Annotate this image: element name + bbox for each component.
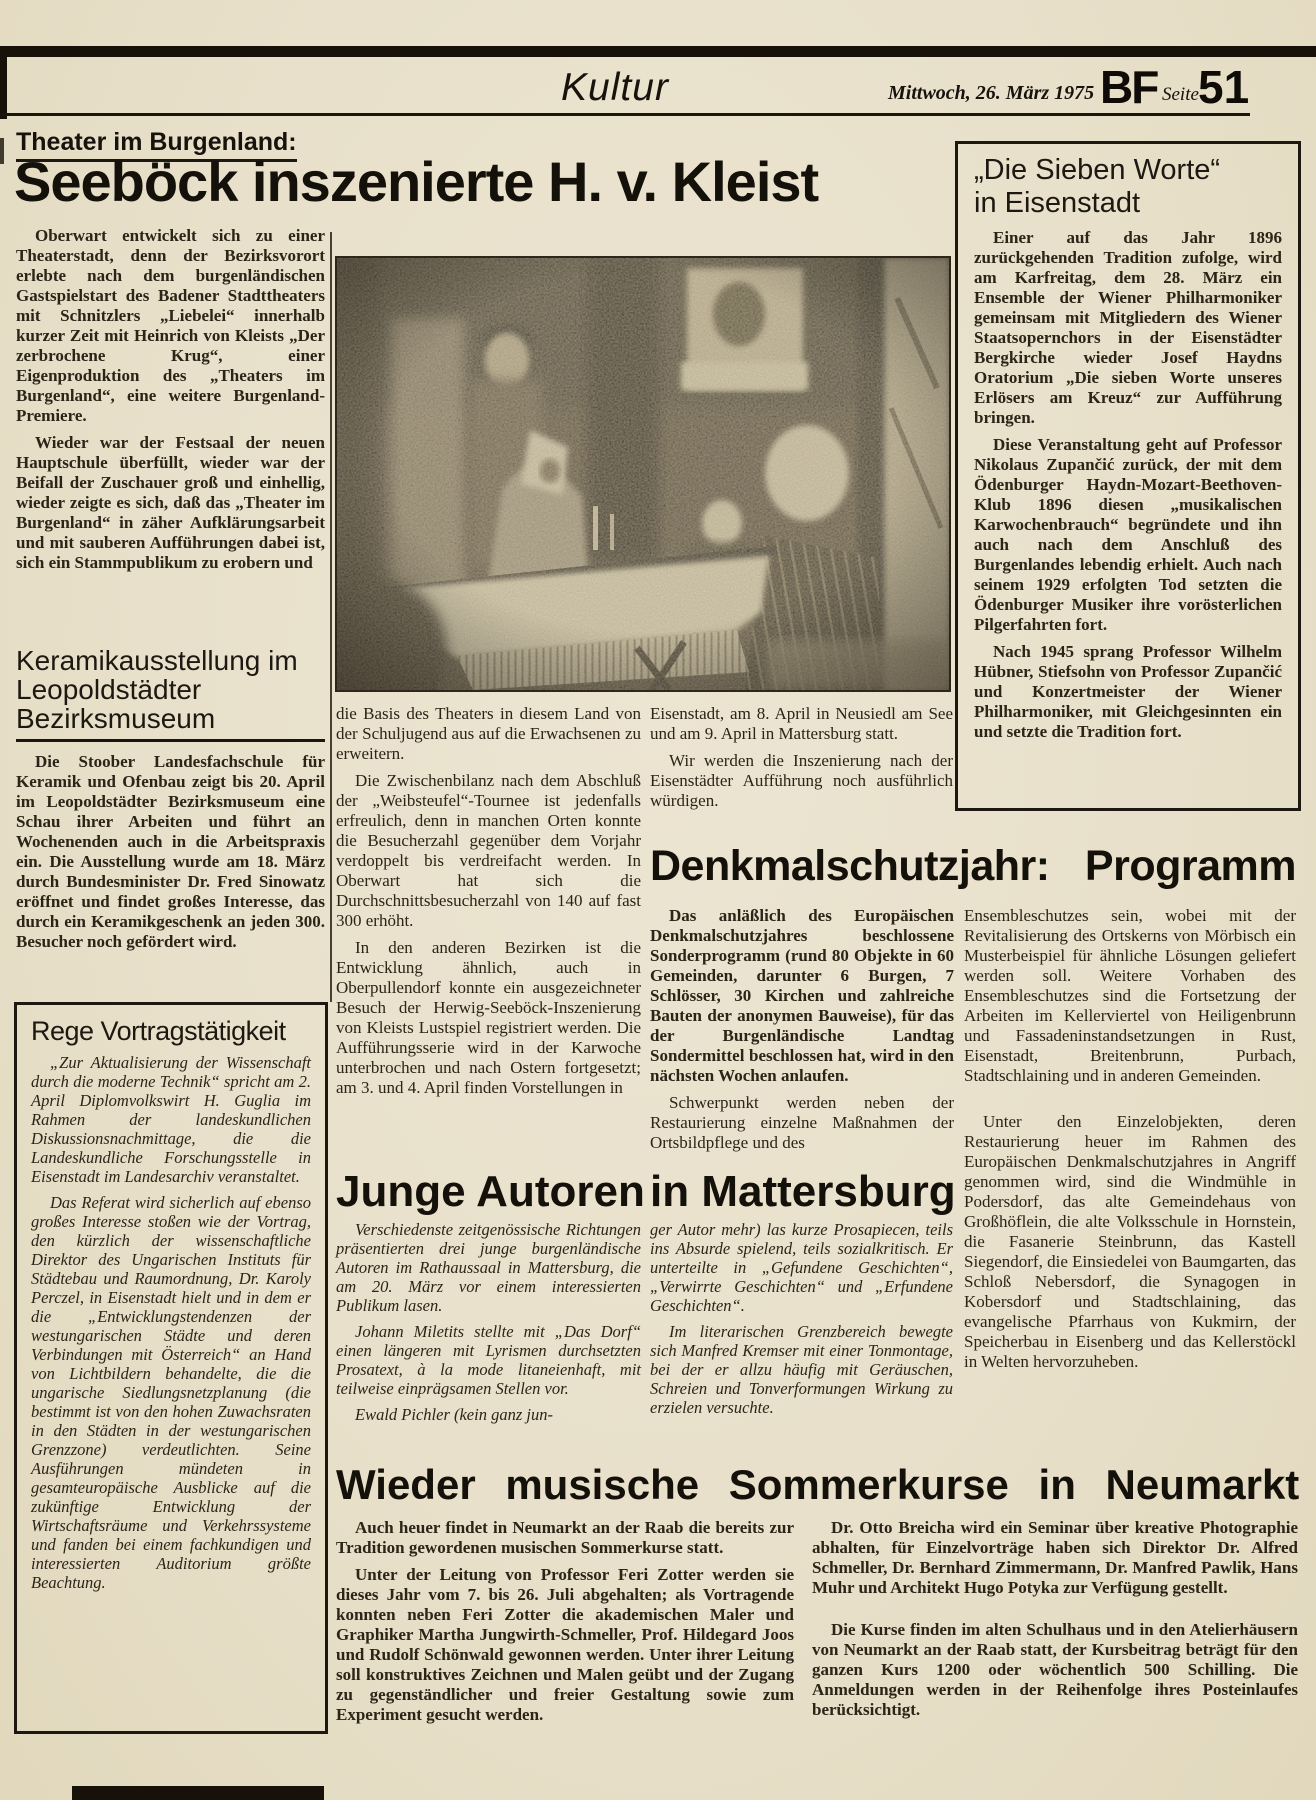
article-paragraph: die Basis des Theaters in diesem Land von der Schuljugend aus auf die Erwachsenen zu erweitern.	[336, 704, 641, 763]
article-paragraph: Oberwart entwickelt sich zu einer Theaterstadt, denn der Bezirksvorort erlebte nach dem burgenländischen Gastspielstart des Badener Stadttheaters mit Schnitzlers „Liebelei“ innerhalb kurzer Zeit mit Heinrich von Kleists „Der zerbrochene Krug“, einer Eigenproduktion des „Theaters im Burgenland“, eine weitere Burgenland-Premiere.	[16, 226, 325, 425]
article-paragraph: Die Zwischenbilanz nach dem Abschluß der „Weibsteufel“-Tournee ist jedenfalls erfreulich, denn in manchen Orten konnte die Besucherzahl gegenüber dem Vorjahr verdoppelt bis verdreifacht werden. In Oberwart hat sich die Durchschnittsbesucherzahl von 140 auf fast 300 erhöht.	[336, 771, 641, 930]
header-rule	[0, 113, 1250, 116]
lead-column-1	[16, 226, 325, 580]
sommerkurse-headline: Wieder musische Sommerkurse in Neumarkt	[336, 1461, 1300, 1508]
vortrag-title: Rege Vortragstätigkeit	[31, 1016, 286, 1046]
denkmal-headline	[650, 842, 1296, 890]
sommerkurse-column-b	[812, 1518, 1298, 1727]
lead-kicker: Theater im Burgenland:	[16, 128, 297, 162]
denkmal-column-a	[650, 906, 954, 1160]
header-date: Mittwoch, 26. März 1975	[888, 82, 1095, 104]
article-paragraph: Auch heuer findet in Neumarkt an der Raab die bereits zur Tradition gewordenen musischen Sommerkurse statt.	[336, 1518, 794, 1557]
article-paragraph: In den anderen Bezirken ist die Entwicklung ähnlich, auch in Oberpullendorf konnte ein ausgezeichneter Besuch der Herwig-Seeböck-Inszenierung von Kleists Lustspiel registriert werden. Die Aufführungsserie wird in der Karwoche unterbrochen und nach Ostern fortgesetzt; am 3. und 4. April finden Vorstellungen in	[336, 938, 641, 1097]
keramik-title-line: Bezirksmuseum	[16, 703, 216, 734]
lead-column-2	[336, 704, 641, 1105]
keramik-title-line: Leopoldstädter	[16, 674, 202, 705]
bottom-print-bar	[72, 1786, 324, 1800]
sommerkurse-column-a	[336, 1518, 794, 1732]
lead-column-3	[650, 704, 953, 818]
keramik-section	[16, 646, 325, 959]
left-edge-mark-2	[0, 138, 4, 164]
article-paragraph: Wieder war der Festsaal der neuen Hauptschule überfüllt, wieder war der Beifall der Zuschauer groß und einhellig, wieder zeigte es sich, daß das „Theater im Burgenland“ in zäher Aufklärungsarbeit und mit sauberen Aufführungen dabei ist, sich ein Stammpublikum zu erobern und	[16, 433, 325, 572]
article-paragraph: Verschiedenste zeitgenössische Richtungen präsentierten drei junge burgenländische Autoren im Rathaussaal in Mattersburg, die am 20. März vor einem interessierten Publikum lasen.	[336, 1220, 641, 1315]
article-paragraph: Diese Veranstaltung geht auf Professor Nikolaus Zupančić zurück, der mit dem Ödenburger Haydn-Mozart-Beethoven-Klub 1896 diesen „musikalischen Karwochenbrauch“ begründete und ihn auch nach dem Anschluß des Burgenlandes lebendig erhielt. Auch nach seinem 1929 erfolgten Tod setzten die Ödenburger Musiker ihre vorösterlichen Pilgerfahrten fort.	[974, 435, 1282, 634]
sieben-worte-title-line1: „Die Sieben Worte“	[974, 154, 1221, 186]
lead-headline: Seeböck inszenierte H. v. Kleist	[14, 150, 819, 213]
sieben-worte-box	[955, 141, 1301, 811]
section-title: Kultur	[561, 66, 669, 109]
denkmal-headline-right: Programm	[1084, 842, 1296, 890]
theater-scene-illustration	[337, 258, 949, 690]
article-paragraph: Wir werden die Inszenierung nach der Eisenstädter Aufführung noch ausführlich würdigen.	[650, 751, 953, 810]
article-paragraph: Die Stoober Landesfachschule für Keramik und Ofenbau zeigt bis 20. April im Leopoldstädter Bezirksmuseum eine Schau ihrer Arbeiten und führt an Wochenenden auch in die Arbeitspraxis ein. Die Ausstellung wurde am 18. März durch Bundesminister Dr. Fred Sinowatz eröffnet und findet großes Interesse, das durch ein Keramikgeschenk an jeden 300. Besucher noch gefördert wird.	[16, 752, 325, 951]
autoren-headline-left: Junge Autoren	[336, 1167, 645, 1216]
keramik-body	[16, 752, 325, 952]
autoren-column-b	[650, 1220, 953, 1424]
sieben-worte-body	[974, 228, 1282, 742]
article-paragraph: Eisenstadt, am 8. April in Neusiedl am See und am 9. April in Mattersburg statt.	[650, 704, 953, 743]
page-number: 51	[1198, 61, 1250, 113]
autoren-headline-right: in Mattersburg	[650, 1167, 956, 1216]
article-paragraph: „Zur Aktualisierung der Wissenschaft durch die moderne Technik“ spricht am 2. April Diplomvolkswirt H. Guglia im Rahmen der landeskundlichen Diskussionsnachmittage, die die Landeskundliche Forschungsstelle in Eisenstadt im Landesarchiv veranstaltet.	[31, 1053, 311, 1186]
keramik-title-rule	[16, 739, 325, 742]
article-paragraph: Unter den Einzelobjekten, deren Restaurierung heuer im Rahmen des Europäischen Denkmalschutzjahres in Angriff genommen wird, sind die Windmühle in Podersdorf, das alte Gemeindehaus von Großhöflein, die alte Volksschule in Hornstein, die Fasanerie Steinbrunn, das Kastell Siegendorf, die Einsiedelei von Baumgarten, das Schloß Nebersdorf, die Synagogen in Kobersdorf und Stadtschlaining, das evangelische Pfarrhaus von Kukmirn, der Speicherbau in Eisenberg und das Kellerstöckl in Welten hervorzuheben.	[964, 1112, 1296, 1371]
top-print-bar	[0, 46, 1316, 57]
article-paragraph: Ewald Pichler (kein ganz jun-	[355, 1405, 553, 1424]
article-paragraph: ger Autor mehr) las kurze Prosapiecen, teils ins Absurde spielend, teils sozialkritisch. Er unterteilte in „Gefundene Geschichten“, „Verwirrte Geschichten“ und „Erfundene Geschichten“.	[650, 1220, 953, 1315]
page-label: Seite	[1162, 84, 1199, 105]
article-paragraph: Ensembleschutzes sein, wobei mit der Revitalisierung des Ortskerns von Mörbisch ein Musterbeispiel für ähnliche Lösungen geliefert werden soll. Weitere Vorhaben des Ensembleschutzes sind die Fortsetzung der Arbeiten im Kellerviertel von Heiligenbrunn und Fassadeninstandsetzungen in Rust, Eisenstadt, Breitenbrunn, Purbach, Stadtschlaining und in anderen Gemeinden.	[964, 906, 1296, 1085]
bf-logo: BF	[1100, 61, 1158, 113]
vortrag-body	[31, 1053, 311, 1592]
denkmal-column-b	[964, 906, 1296, 1379]
article-paragraph: Im literarischen Grenzbereich bewegte sich Manfred Kremser mit einer Tonmontage, bei der er allzu häufig mit Geräuschen, Schreien und Tonverformungen Wirkung zu erzielen versuchte.	[650, 1322, 953, 1417]
article-paragraph: Einer auf das Jahr 1896 zurückgehenden Tradition zufolge, wird am Karfreitag, dem 28. März ein Ensemble der Wiener Philharmoniker gemeinsam mit Mitgliedern des Wiener Staatsopernchors in der Eisenstädter Bergkirche wieder Josef Haydns Oratorium „Die sieben Worte unseres Erlösers am Kreuz“ zur Aufführung bringen.	[974, 228, 1282, 427]
denkmal-headline-left: Denkmalschutzjahr:	[650, 842, 1050, 890]
sieben-worte-title-line2: in Eisenstadt	[974, 187, 1141, 219]
article-paragraph: Die Kurse finden im alten Schulhaus und in den Atelierhäusern von Neumarkt an der Raab statt, der Kursbeitrag beträgt für den ganzen Kurs 1200 oder wöchentlich 500 Schilling. Die Anmeldungen werden in der Reihenfolge ihres Posteinlaufes berücksichtigt.	[812, 1620, 1298, 1719]
article-photo	[335, 256, 951, 692]
column-divider	[330, 232, 332, 1002]
article-paragraph: Dr. Otto Breicha wird ein Seminar über kreative Photographie abhalten, für Einzelvorträge haben sich Direktor Dr. Alfred Schmeller, Dr. Bernhard Zimmermann, Dr. Manfred Pawlik, Hans Muhr und Architekt Hugo Potyka zur Verfügung gestellt.	[812, 1518, 1298, 1597]
article-paragraph: Das anläßlich des Europäischen Denkmalschutzjahres beschlossene Sonderprogramm (rund 80 Objekte in 60 Gemeinden, darunter 6 Burgen, 7 Schlösser, 30 Kirchen und zahlreiche Bauten der anonymen Bauweise), für das der Burgenländische Landtag Sondermittel beschlossen hat, wird in den nächsten Wochen anlaufen.	[650, 906, 954, 1085]
article-paragraph: Das Referat wird sicherlich auf ebenso großes Interesse stoßen wie der Vortrag, den kürzlich der wissenschaftliche Direktor des Ungarischen Instituts für Städtebau und Raumordnung, Dr. Karoly Perczel, in Eisenstadt hielt und in dem er die „Entwicklungstendenzen der westungarischen Städte und deren Verbindungen mit Österreich“ an Hand von Lichtbildern behandelte, die die ungarische Siedlungsnetzplanung (die bestimmt ist von den hohen Zuwachsraten in den Städten in der westungarischen Grenzzone) verdeutlichten. Seine Ausführungen mündeten in gesamteuropäische Ausblicke auf die zukünftige Entwicklung der Wirtschaftsräume und Verkehrssysteme und fanden bei einem fachkundigen und interessierten Auditorium größte Beachtung.	[31, 1193, 311, 1592]
left-edge-mark	[0, 57, 7, 119]
article-paragraph: Nach 1945 sprang Professor Wilhelm Hübner, Stiefsohn von Professor Zupančić und Konzertmeister der Wiener Philharmoniker, mit Gleichgesinnten ein und setzte die Tradition fort.	[974, 642, 1282, 741]
article-paragraph: Unter der Leitung von Professor Feri Zotter werden sie dieses Jahr vom 7. bis 26. Juli abgehalten; als Vortragende konnten neben Feri Zotter die akademischen Maler und Graphiker Martha Jungwirth-Schmeller, Prof. Hildegard Joos und Rudolf Schönwald gewonnen werden. Unter ihrer Leitung soll konstruktives Zeichnen und Malen geübt und der Zugang zu gegenständlicher und freier Gestaltung sowie zum Experiment gesucht werden.	[336, 1565, 794, 1724]
autoren-column-a	[336, 1220, 641, 1431]
keramik-title-line: Keramikausstellung im	[16, 645, 298, 676]
vortrag-box	[14, 1002, 328, 1734]
article-paragraph: Schwerpunkt werden neben der Restaurierung einzelne Maßnahmen der Ortsbildpflege und des	[650, 1093, 954, 1152]
article-paragraph: Johann Miletits stellte mit „Das Dorf“ einen längeren mit Lyrismen durchsetzten Prosatext, à la mode litaneienhaft, mit teilweise einprägsamen Stellen vor.	[336, 1322, 641, 1398]
